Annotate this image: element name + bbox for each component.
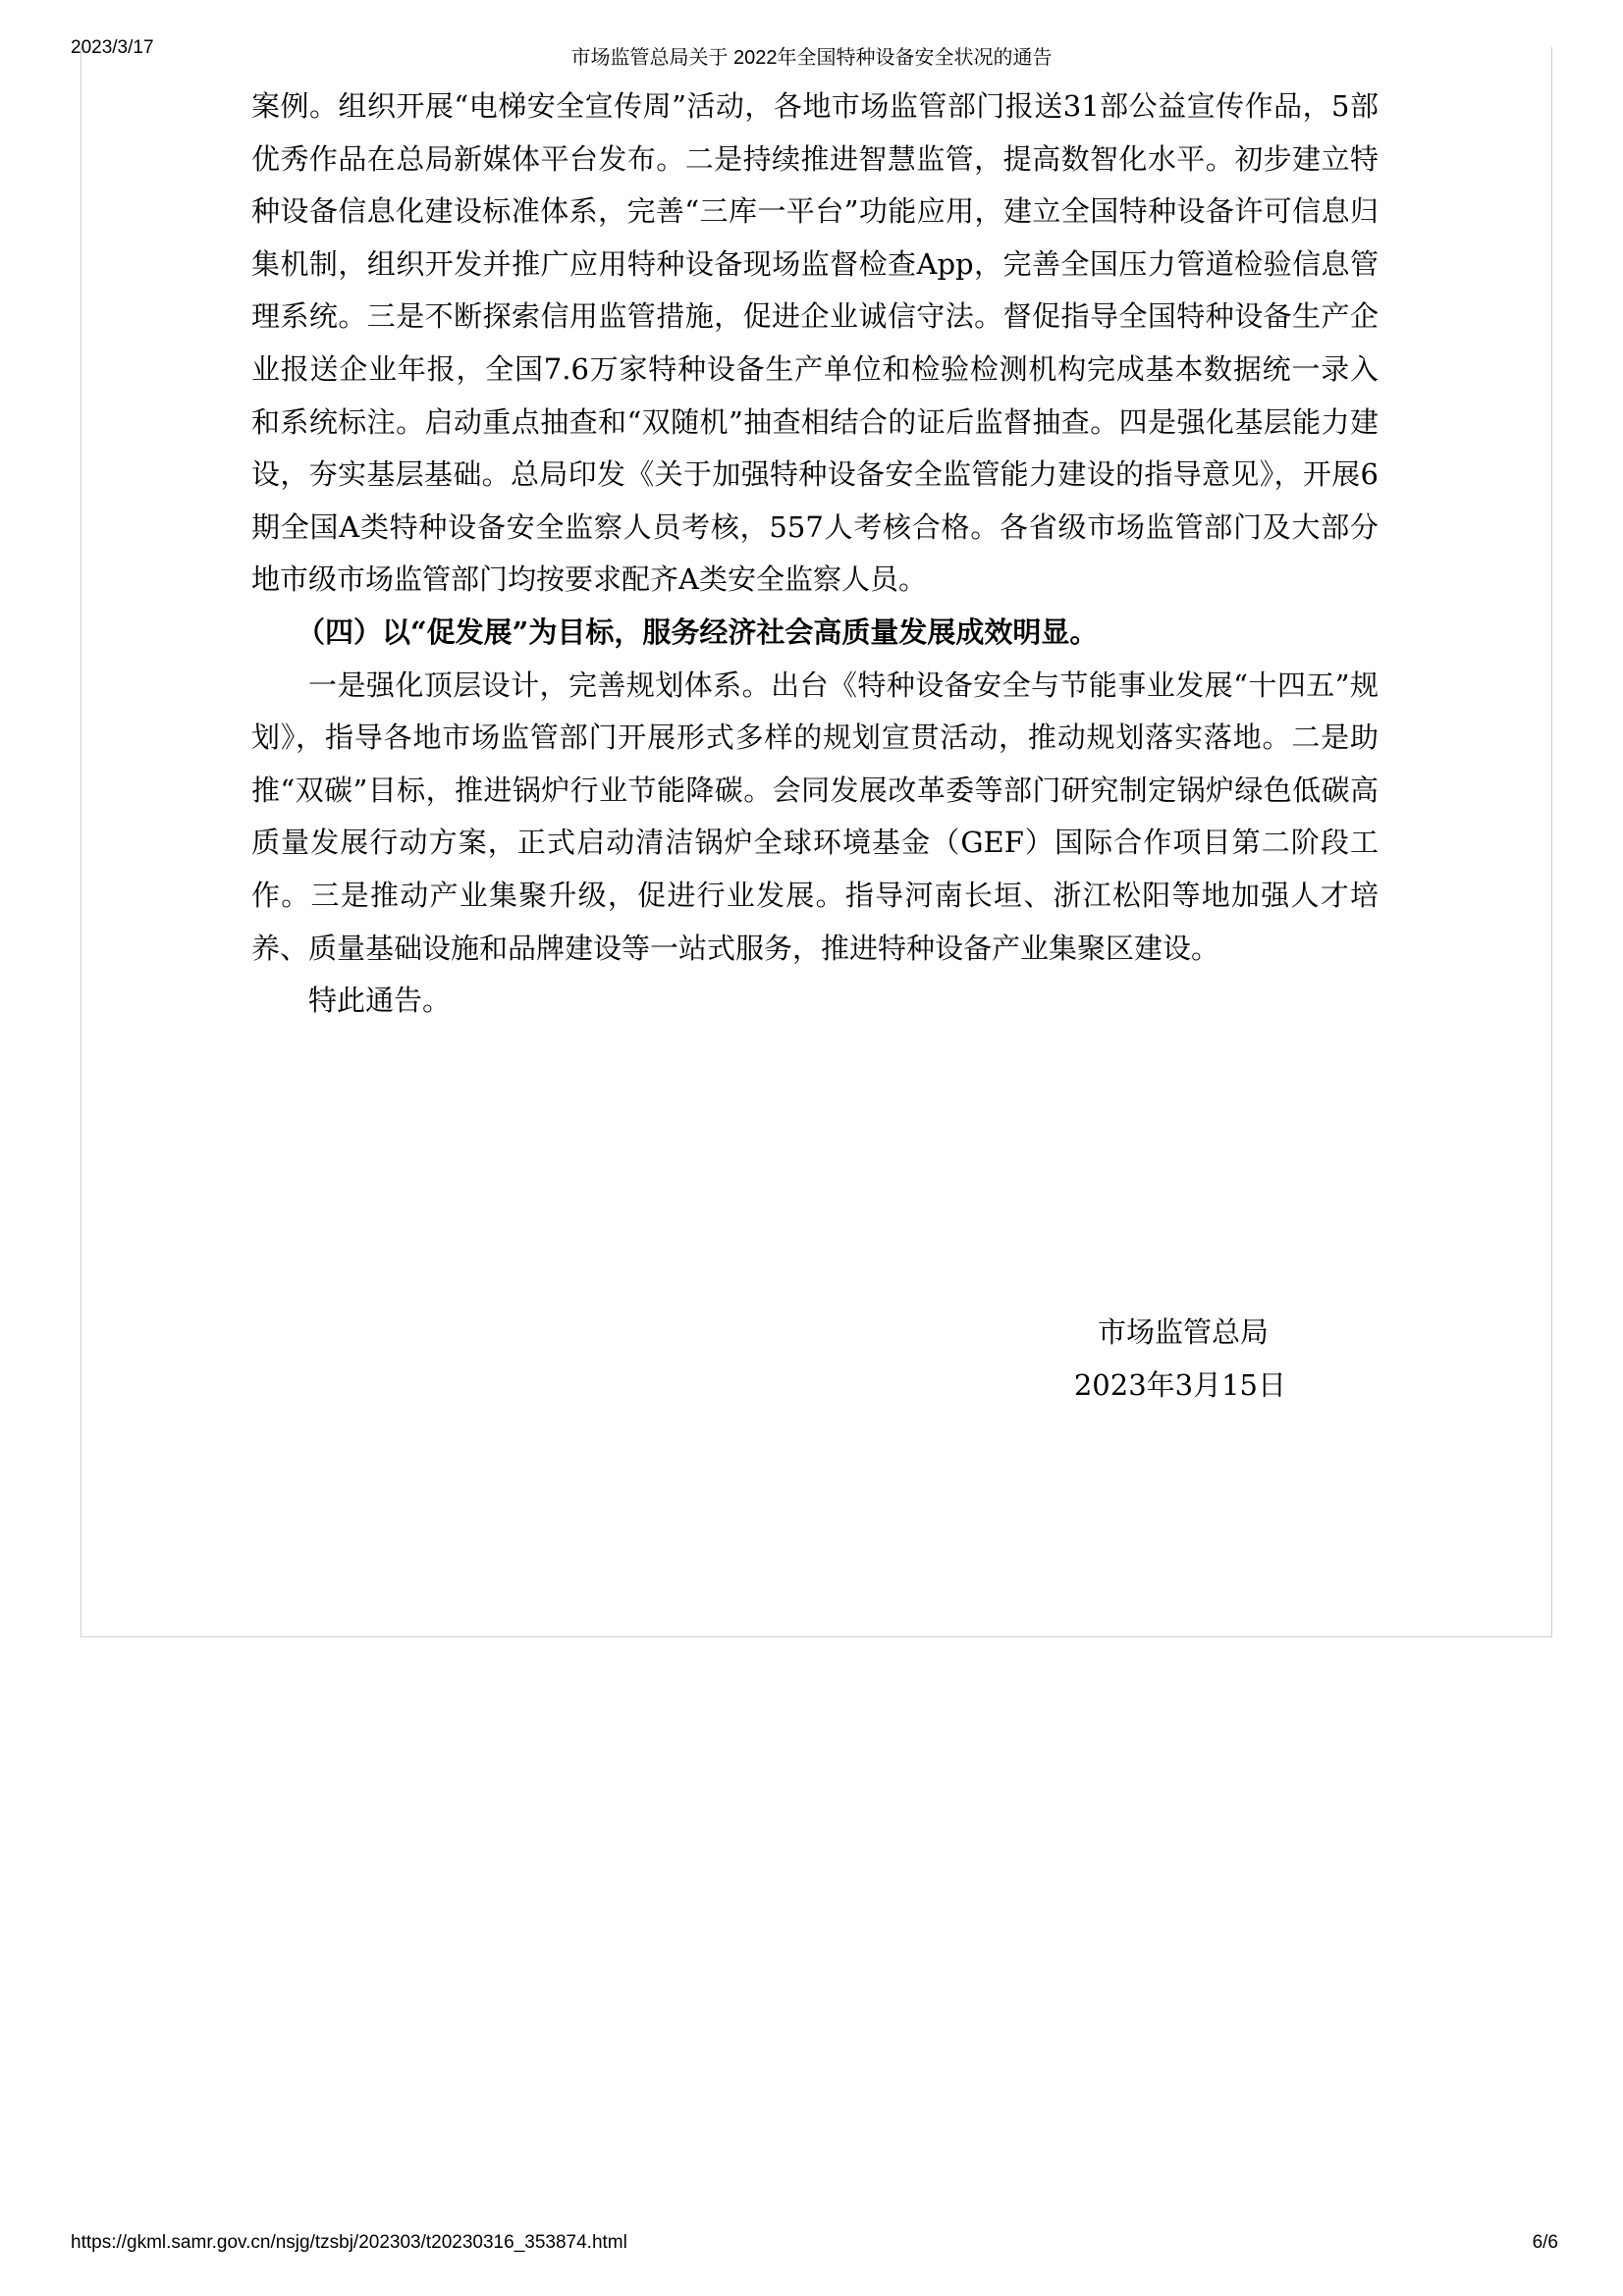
print-url: https://gkml.samr.gov.cn/nsjg/tzsbj/202303/t20230316_353874.html bbox=[71, 2232, 627, 2253]
document-body bbox=[251, 80, 1379, 1028]
body-paragraph-1: 案例。组织开展“电梯安全宣传周”活动，各地市场监管部门报送31部公益宣传作品，5部优秀作品在总局新媒体平台发布。二是持续推进智慧监管，提高数智化水平。初步建立特种设备信息化建设标准体系，完善“三库一平台”功能应用，建立全国特种设备许可信息归集机制，组织开发并推广应用特种设备现场监督检查App，完善全国压力管道检验信息管理系统。三是不断探索信用监管措施，促进企业诚信守法。督促指导全国特种设备生产企业报送企业年报，全国7.6万家特种设备生产单位和检验检测机构完成基本数据统一录入和系统标注。启动重点抽查和“双随机”抽查相结合的证后监督抽查。四是强化基层能力建设，夯实基层基础。总局印发《关于加强特种设备安全监管能力建设的指导意见》，开展6期全国A类特种设备安全监察人员考核，557人考核合格。各省级市场监管部门及大部分地市级市场监管部门均按要求配齐A类安全监察人员。 bbox=[251, 89, 1379, 597]
section-heading-4: （四）以“促发展”为目标，服务经济社会高质量发展成效明显。 bbox=[297, 614, 1099, 649]
print-footer bbox=[0, 2232, 1623, 2262]
signature-date: 2023年3月15日 bbox=[1073, 1368, 1286, 1402]
signature-block bbox=[1031, 1306, 1286, 1412]
signature-organization: 市场监管总局 bbox=[1097, 1315, 1269, 1349]
print-date: 2023/3/17 bbox=[71, 37, 154, 58]
print-page-number: 6/6 bbox=[1532, 2232, 1558, 2253]
print-page-title: 市场监管总局关于 2022年全国特种设备安全状况的通告 bbox=[570, 47, 1053, 69]
closing-statement: 特此通告。 bbox=[308, 984, 452, 1018]
body-paragraph-2: 一是强化顶层设计，完善规划体系。出台《特种设备安全与节能事业发展“十四五”规划》，指导各地市场监管部门开展形式多样的规划宣贯活动，推动规划落实落地。二是助推“双碳”目标，推进锅炉行业节能降碳。会同发展改革委等部门研究制定锅炉绿色低碳高质量发展行动方案，正式启动清洁锅炉全球环境基金（GEF）国际合作项目第二阶段工作。三是推动产业集聚升级，促进行业发展。指导河南长垣、浙江松阳等地加强人才培养、质量基础设施和品牌建设等一站式服务，推进特种设备产业集聚区建设。 bbox=[251, 667, 1379, 965]
